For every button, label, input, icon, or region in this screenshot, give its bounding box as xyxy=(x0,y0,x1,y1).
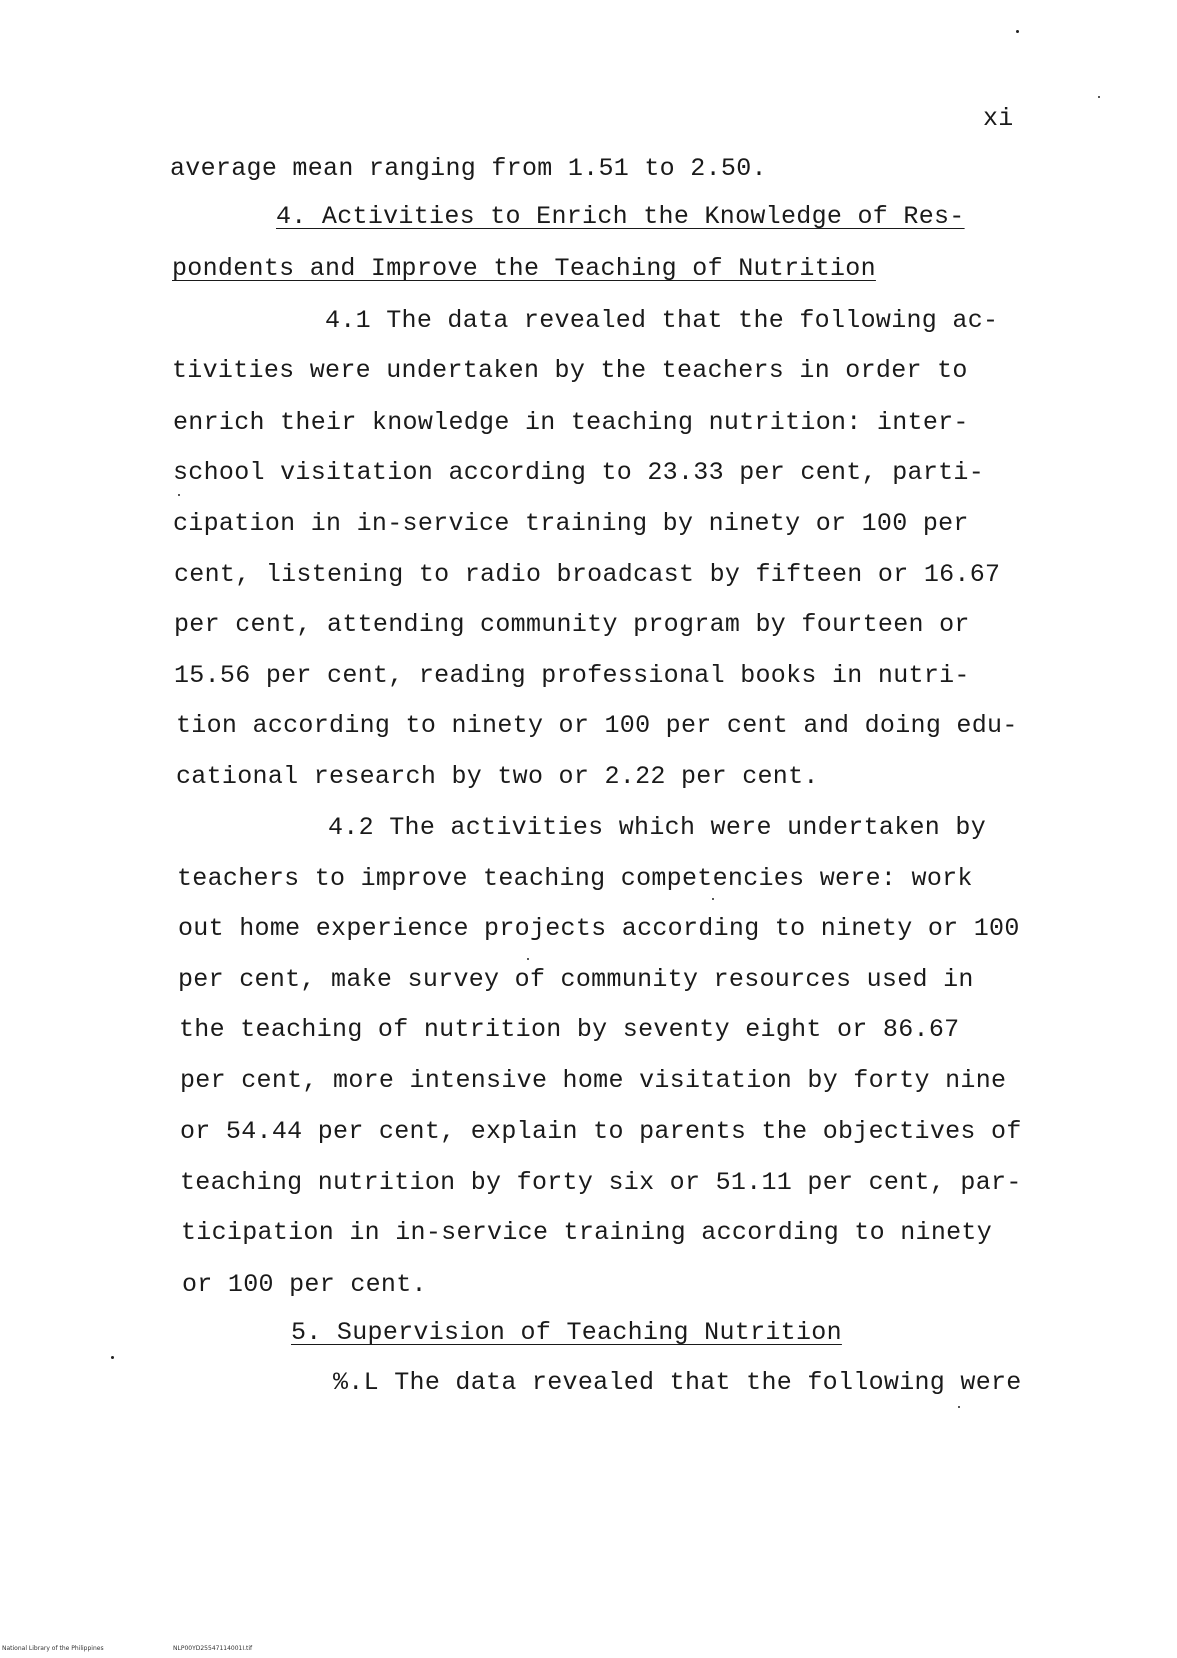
scan-speck xyxy=(1016,30,1019,33)
paragraph-4-1-line-10: cational research by two or 2.22 per cent. xyxy=(176,762,819,791)
scan-speck xyxy=(958,1406,960,1408)
paragraph-4-1-line-7: per cent, attending community program by fourteen or xyxy=(174,610,970,639)
footer-library-credit: National Library of the Philippines xyxy=(2,1645,104,1652)
scan-speck xyxy=(111,1356,114,1359)
text-line-1: average mean ranging from 1.51 to 2.50. xyxy=(170,154,767,183)
paragraph-4-2-line-5: the teaching of nutrition by seventy eight or 86.67 xyxy=(179,1015,960,1044)
section-heading-5: 5. Supervision of Teaching Nutrition xyxy=(291,1318,842,1347)
scan-speck xyxy=(527,958,529,960)
paragraph-4-2-line-3: out home experience projects according to ninety or 100 xyxy=(178,914,1020,943)
paragraph-4-2-line-2: teachers to improve teaching competencies were: work xyxy=(177,864,973,893)
paragraph-4-1-line-1: 4.1 The data revealed that the following ac- xyxy=(325,306,999,335)
scan-speck xyxy=(712,898,714,900)
paragraph-4-2-line-4: per cent, make survey of community resources used in xyxy=(178,965,974,994)
paragraph-4-1-line-6: cent, listening to radio broadcast by fifteen or 16.67 xyxy=(174,560,1001,589)
scan-speck xyxy=(178,494,180,496)
paragraph-4-2-line-1: 4.2 The activities which were undertaken by xyxy=(328,813,987,842)
paragraph-4-2-line-7: or 54.44 per cent, explain to parents the objectives of xyxy=(180,1117,1022,1146)
paragraph-4-1-line-4: school visitation according to 23.33 per cent, parti- xyxy=(173,458,985,487)
footer-file-name: NLP00YD25547114001I.tif xyxy=(173,1645,253,1652)
paragraph-4-2-line-8: teaching nutrition by forty six or 51.11 per cent, par- xyxy=(180,1168,1022,1197)
paragraph-4-1-line-5: cipation in in-service training by ninety or 100 per xyxy=(173,509,969,538)
section-heading-4-line-2: pondents and Improve the Teaching of Nutrition xyxy=(172,254,876,283)
scan-speck xyxy=(1098,96,1100,98)
paragraph-4-1-line-9: tion according to ninety or 100 per cent and doing edu- xyxy=(176,711,1018,740)
paragraph-4-1-line-8: 15.56 per cent, reading professional books in nutri- xyxy=(174,661,970,690)
section-heading-4-line-1: 4. Activities to Enrich the Knowledge of Res- xyxy=(276,202,965,231)
paragraph-5-1-line-1: %.L The data revealed that the following were xyxy=(333,1368,1022,1397)
paragraph-4-2-line-9: ticipation in in-service training according to ninety xyxy=(181,1218,993,1247)
paragraph-4-1-line-3: enrich their knowledge in teaching nutrition: inter- xyxy=(173,408,969,437)
page-number: xi xyxy=(983,104,1014,133)
paragraph-4-1-line-2: tivities were undertaken by the teachers in order to xyxy=(172,356,968,385)
paragraph-4-2-line-6: per cent, more intensive home visitation by forty nine xyxy=(180,1066,1007,1095)
paragraph-4-2-line-10: or 100 per cent. xyxy=(182,1270,427,1299)
